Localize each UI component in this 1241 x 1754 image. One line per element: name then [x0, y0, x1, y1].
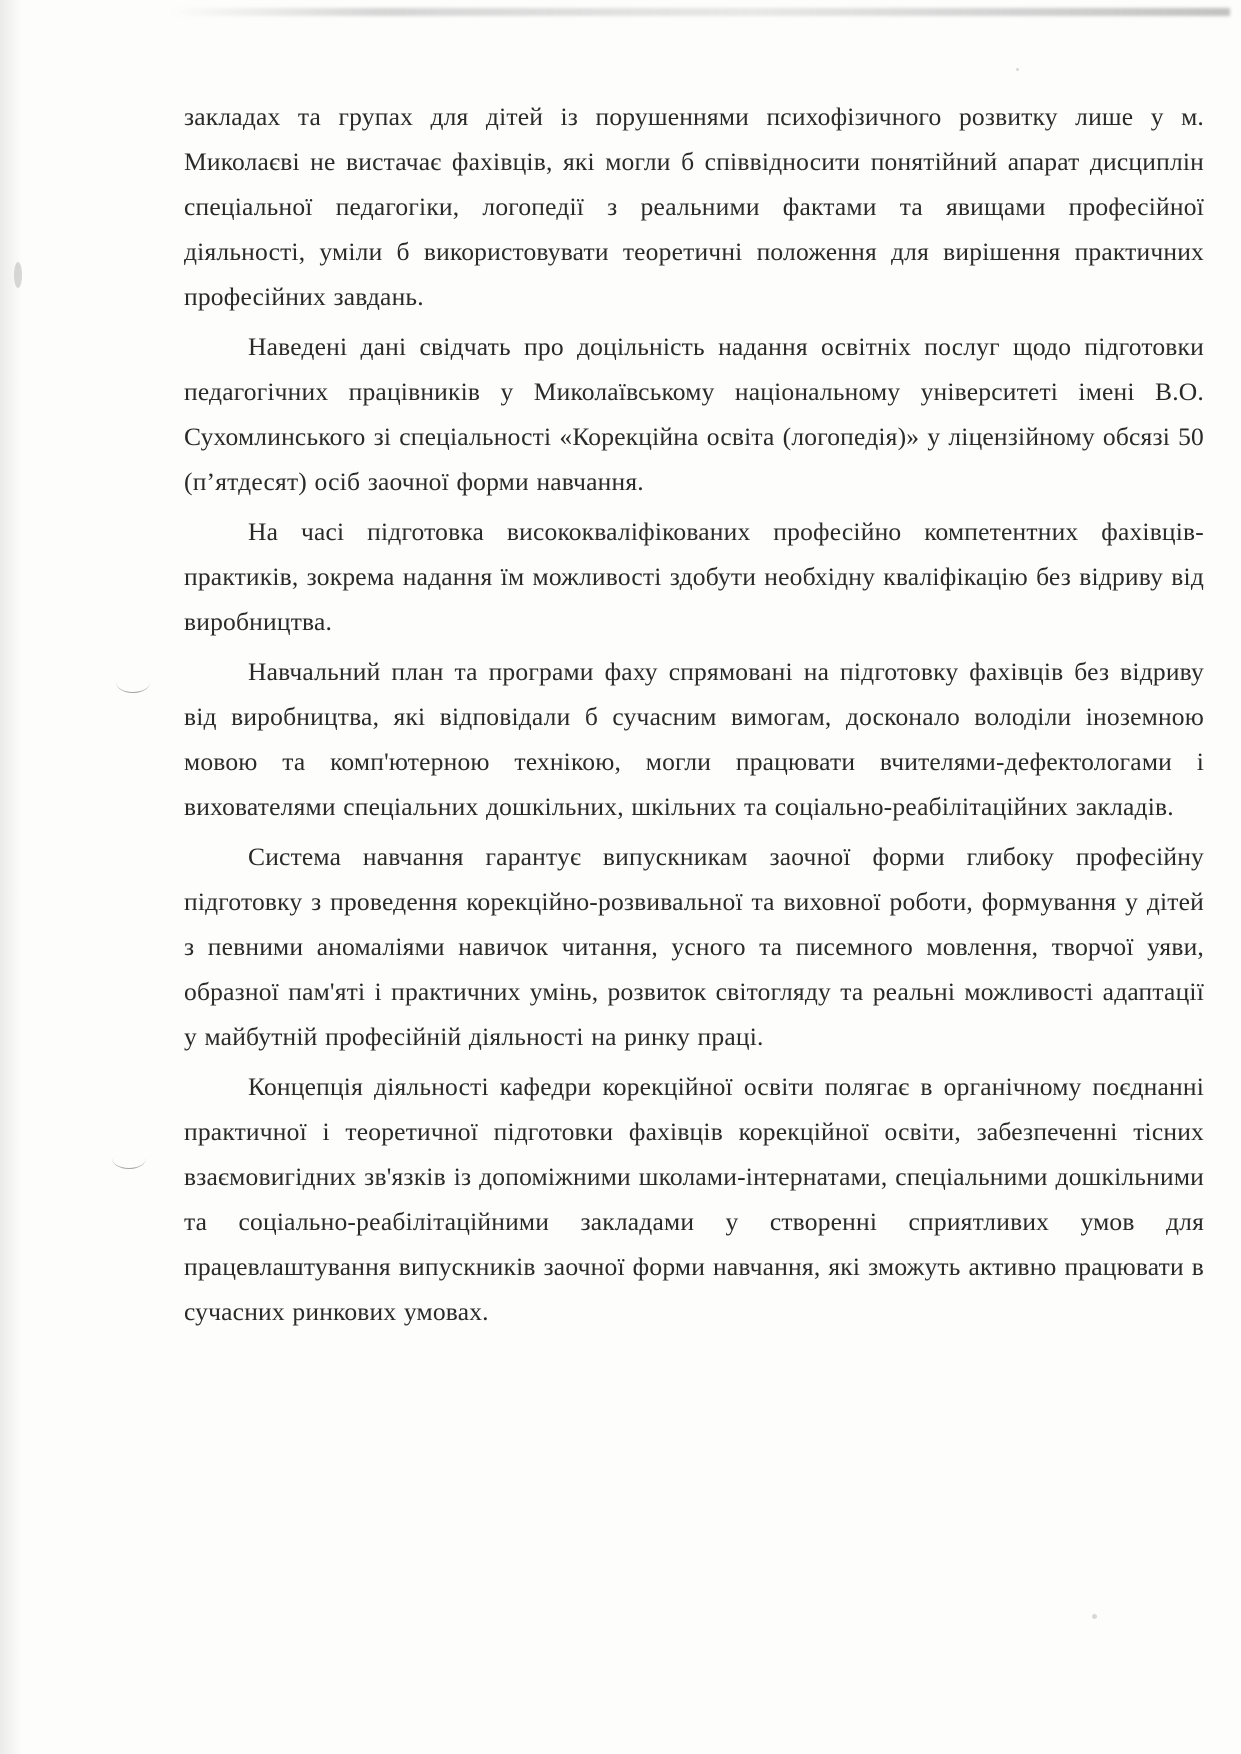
document-body — [184, 94, 1204, 1334]
paragraph: На часі підготовка висококваліфікованих професійно компетентних фахівців-практиків, зокрема надання їм можливості здобути необхідну кваліфікацію без відриву від виробництва. — [184, 517, 1204, 636]
paragraph: Система навчання гарантує випускникам заочної форми глибоку професійну підготовку з проведення корекційно-розвивальної та виховної роботи, формування у дітей з певними аномаліями навичок читання, усного та писемного мовлення, творчої уяви, образної пам'яті і практичних умінь, розвиток світогляду та реальні можливості адаптації у майбутній професійній діяльності на ринку праці. — [184, 842, 1204, 1051]
scan-smudge — [1092, 1614, 1097, 1619]
paragraph: Навчальний план та програми фаху спрямовані на підготовку фахівців без відриву від виробництва, які відповідали б сучасним вимогам, досконало володіли іноземною мовою та комп'ютерною технікою, могли працювати вчителями-дефектологами і вихователями спеціальних дошкільних, шкільних та соціально-реабілітаційних закладів. — [184, 657, 1204, 821]
punch-hole-mark — [116, 672, 150, 693]
scan-smudge — [1016, 68, 1019, 71]
paragraph: Наведені дані свідчать про доцільність надання освітніх послуг щодо підготовки педагогічних працівників у Миколаївському національному університеті імені В.О. Сухомлинського зі спеціальності «Корекційна освіта (логопедія)» у ліцензійному обсязі 50 (п’ятдесят) осіб заочної форми навчання. — [184, 332, 1204, 496]
punch-hole-mark — [112, 1148, 146, 1169]
top-edge-bleed-through — [170, 8, 1230, 16]
paragraph: Концепція діяльності кафедри корекційної освіти полягає в органічному поєднанні практичної і теоретичної підготовки фахівців корекційної освіти, забезпеченні тісних взаємовигідних зв'язків із допоміжними школами-інтернатами, спеціальними дошкільними та соціально-реабілітаційними закладами у створенні сприятливих умов для працевлаштування випускників заочної форми навчання, які зможуть активно працювати в сучасних ринкових умовах. — [184, 1072, 1204, 1326]
paragraph: закладах та групах для дітей із порушеннями психофізичного розвитку лише у м. Миколаєві не вистачає фахівців, які могли б співвідносити понятійний апарат дисциплін спеціальної педагогіки, логопедії з реальними фактами та явищами професійної діяльності, уміли б використовувати теоретичні положення для вирішення практичних професійних завдань. — [184, 102, 1204, 311]
scan-smudge — [14, 262, 22, 288]
